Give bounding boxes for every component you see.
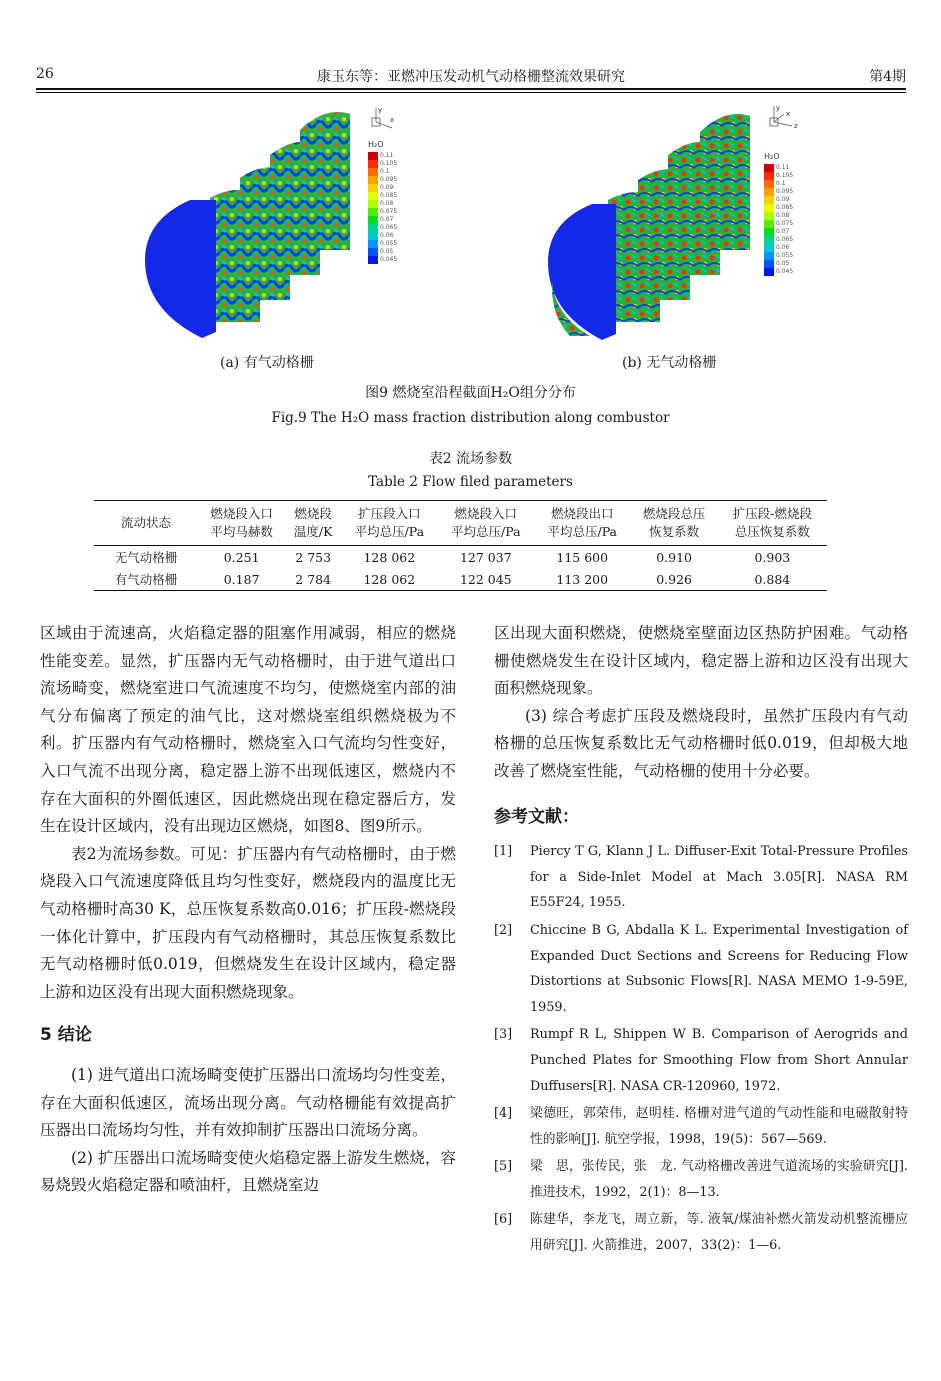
legend-tick-label: 0.1 xyxy=(776,180,786,187)
legend-swatch xyxy=(764,180,774,188)
legend-tick-label: 0.11 xyxy=(776,164,790,171)
reference-item: [2] Chiccine B G, Abdalla K L. Experimental Investigation of Expanded Duct Sections and Screens for Reducing Flow Distortions at Subsonic Flows[R]. NASA MEMO 1-9-59E, 1959. xyxy=(494,922,908,1015)
table-title-en: Table 2 Flow filed parameters xyxy=(368,474,573,490)
legend-tick-label: 0.055 xyxy=(380,240,398,247)
conclusion-item-continued: 区出现大面积燃烧，使燃烧室壁面边区热防护困难。气动格栅使燃烧发生在设计区域内，稳定器上游和边区没有出现大面积燃烧现象。 xyxy=(494,624,908,698)
legend-swatch xyxy=(764,164,774,172)
legend-tick-label: 0.09 xyxy=(380,184,394,191)
table-header: 燃烧段入口 平均总压/Pa xyxy=(451,506,521,539)
legend-tick-label: 0.085 xyxy=(776,204,794,211)
references-title: 参考文献： xyxy=(494,806,579,827)
table-header: 燃烧段 温度/K xyxy=(293,506,333,539)
header-rule-thick xyxy=(36,88,906,90)
body-paragraph: 表2为流场参数。可见：扩压器内有气动格栅时，由于燃烧段入口气流速度降低且均匀性变好，燃烧段内的温度比无气动格栅时高30 K，总压恢复系数高0.016；扩压段-燃烧段一体化计算中，扩压段内有气动格栅时，其总压恢复系数比无气动格栅时低0.019，但燃烧发生在设计区域内，稳定器上游和边区没有出现大面积燃烧现象。 xyxy=(40,844,456,1001)
section-title: 5 结论 xyxy=(40,1025,92,1046)
legend-swatch xyxy=(368,168,378,176)
legend-swatch xyxy=(368,224,378,232)
running-header xyxy=(36,66,906,86)
table-header-row xyxy=(94,501,827,546)
header-rule-thin xyxy=(36,92,906,93)
table-header: 扩压段入口 平均总压/Pa xyxy=(354,506,425,539)
legend-tick-label: 0.06 xyxy=(776,244,790,251)
slice-group-b xyxy=(548,114,750,340)
legend-swatch xyxy=(368,248,378,256)
table-header: 流动状态 xyxy=(120,515,171,530)
figure-panel-a xyxy=(140,100,440,350)
legend-tick-label: 0.105 xyxy=(776,172,794,179)
legend-tick-label: 0.09 xyxy=(776,196,790,203)
axis-triad-icon: y x z xyxy=(766,104,800,138)
legend-swatch xyxy=(764,228,774,236)
legend-tick-label: 0.065 xyxy=(380,224,398,231)
legend-tick-label: 0.07 xyxy=(380,216,394,223)
conclusion-item: (2) 扩压器出口流场畸变使火焰稳定器上游发生燃烧，容易烧毁火焰稳定器和喷油杆，且燃烧室边 xyxy=(40,1148,456,1195)
legend-swatch xyxy=(764,188,774,196)
legend-swatch xyxy=(764,252,774,260)
legend-swatch xyxy=(368,240,378,248)
reference-item: [6] 陈建华，李龙飞，周立新，等. 液氧/煤油补燃火箭发动机整流栅应用研究[J]. 火箭推进，2007，33(2)：1—6. xyxy=(494,1212,908,1254)
legend-tick-label: 0.045 xyxy=(380,256,398,263)
legend-tick-label: 0.11 xyxy=(380,152,394,159)
page-number: 26 xyxy=(36,66,54,82)
slice-group-a xyxy=(145,112,350,338)
legend-swatch xyxy=(764,212,774,220)
legend-tick-label: 0.08 xyxy=(776,212,790,219)
legend-swatch xyxy=(764,220,774,228)
legend-swatch xyxy=(368,208,378,216)
legend-tick-label: 0.075 xyxy=(380,208,398,215)
legend-swatch xyxy=(764,172,774,180)
legend-swatch xyxy=(764,204,774,212)
legend-swatch xyxy=(368,160,378,168)
legend-swatch xyxy=(368,200,378,208)
legend-tick-label: 0.075 xyxy=(776,220,794,227)
legend-tick-label: 0.07 xyxy=(776,228,790,235)
legend-swatch xyxy=(764,236,774,244)
table-row: 有气动格栅 0.187 2 784 128 062 122 045 113 200 0.926 0.884 xyxy=(94,568,827,591)
figure-panel-b xyxy=(540,100,840,350)
table-header: 燃烧段出口 平均总压/Pa xyxy=(547,506,617,539)
legend-tick-label: 0.05 xyxy=(380,248,394,255)
conclusion-item: (1) 进气道出口流场畸变使扩压器出口流场均匀性变差，存在大面积低速区，流场出现分离。气动格栅能有效提高扩压器出口流场均匀性，并有效抑制扩压器出口流场分离。 xyxy=(40,1065,456,1140)
legend-tick-label: 0.095 xyxy=(380,176,398,183)
issue-label: 第4期 xyxy=(869,69,906,85)
reference-item: [3] Rumpf R L, Shippen W B. Comparison of Aerogrids and Punched Plates for Smoothing Flow from Short Annular Duffusers[R]. NASA CR-120960, 1972. xyxy=(494,1027,908,1094)
axis-triad-icon: y x xyxy=(368,106,398,136)
body-paragraph: 区域由于流速高，火焰稳定器的阻塞作用减弱，相应的燃烧性能变差。显然，扩压器内无气动格栅时，由于进气道出口流场畸变，燃烧室进口气流速度不均匀，使燃烧室内部的油气分布偏离了预定的油气比，这对燃烧室组织燃烧极为不利。扩压器内有气动格栅时，燃烧室入口气流均匀性变好，入口气流不出现分离，稳定器上游不出现低速区，燃烧内不存在大面积的外圈低速区，因此燃烧出现在稳定器后方，发生在设计区域内，没有出现边区燃烧，如图8、图9所示。 xyxy=(40,624,456,836)
table-header: 扩压段-燃烧段 总压恢复系数 xyxy=(732,506,812,539)
legend-species: H₂O xyxy=(764,152,780,161)
legend-tick-label: 0.045 xyxy=(776,268,794,275)
legend-tick-label: 0.1 xyxy=(380,168,390,175)
legend-tick-label: 0.05 xyxy=(776,260,790,267)
figure-caption-cn: 图9 燃烧室沿程截面H₂O组分分布 xyxy=(365,385,576,401)
right-column xyxy=(494,620,908,1261)
figure-caption-en: Fig.9 The H₂O mass fraction distribution along combustor xyxy=(271,410,670,426)
legend-tick-label: 0.095 xyxy=(776,188,794,195)
legend-swatch xyxy=(368,192,378,200)
table-title-cn: 表2 流场参数 xyxy=(428,451,513,467)
panel-b-label: (b) 无气动格栅 xyxy=(622,355,717,371)
conclusion-item: (3) 综合考虑扩压段及燃烧段时，虽然扩压段内有气动格栅的总压恢复系数比无气动格栅时低0.019，但却极大地改善了燃烧室性能，气动格栅的使用十分必要。 xyxy=(494,706,908,780)
reference-list xyxy=(494,839,908,1259)
table-header: 燃烧段入口 平均马赫数 xyxy=(210,506,273,539)
reference-item: [1] Piercy T G, Klann J L. Diffuser-Exit Total-Pressure Profiles for a Side-Inlet Model at Mach 3.05[R]. NASA RM E55F24, 1955. xyxy=(494,844,908,911)
reference-item: [5] 梁 思，张传民，张 龙. 气动格栅改善进气道流场的实验研究[J]. 推进技术，1992，2(1)：8—13. xyxy=(494,1159,908,1200)
legend-tick-label: 0.065 xyxy=(776,236,794,243)
legend-tick-label: 0.105 xyxy=(380,160,398,167)
flow-parameters-table xyxy=(94,500,827,591)
legend-swatch xyxy=(368,256,378,264)
legend-tick-label: 0.055 xyxy=(776,252,794,259)
panel-a-label: (a) 有气动格栅 xyxy=(220,355,314,371)
legend-swatch xyxy=(368,216,378,224)
reference-item: [4] 梁德旺，郭荣伟，赵明桂. 格栅对进气道的气动性能和电磁散射特性的影响[J]. 航空学报，1998，19(5)：567—569. xyxy=(494,1106,908,1147)
legend-tick-label: 0.06 xyxy=(380,232,394,239)
legend-swatch xyxy=(368,152,378,160)
legend-swatch xyxy=(764,268,774,276)
legend-swatch xyxy=(368,232,378,240)
legend-tick-label: 0.08 xyxy=(380,200,394,207)
left-column xyxy=(40,620,456,1200)
running-title: 康玉东等：亚燃冲压发动机气动格栅整流效果研究 xyxy=(317,69,625,85)
table-row: 无气动格栅 0.251 2 753 128 062 127 037 115 600 0.910 0.903 xyxy=(114,549,791,565)
legend-tick-label: 0.085 xyxy=(380,192,398,199)
legend-species: H₂O xyxy=(368,140,384,149)
table-header: 燃烧段总压 恢复系数 xyxy=(642,506,706,539)
legend-swatch xyxy=(764,196,774,204)
legend-swatch xyxy=(764,260,774,268)
legend-swatch xyxy=(368,184,378,192)
legend-swatch xyxy=(368,176,378,184)
legend-swatch xyxy=(764,244,774,252)
